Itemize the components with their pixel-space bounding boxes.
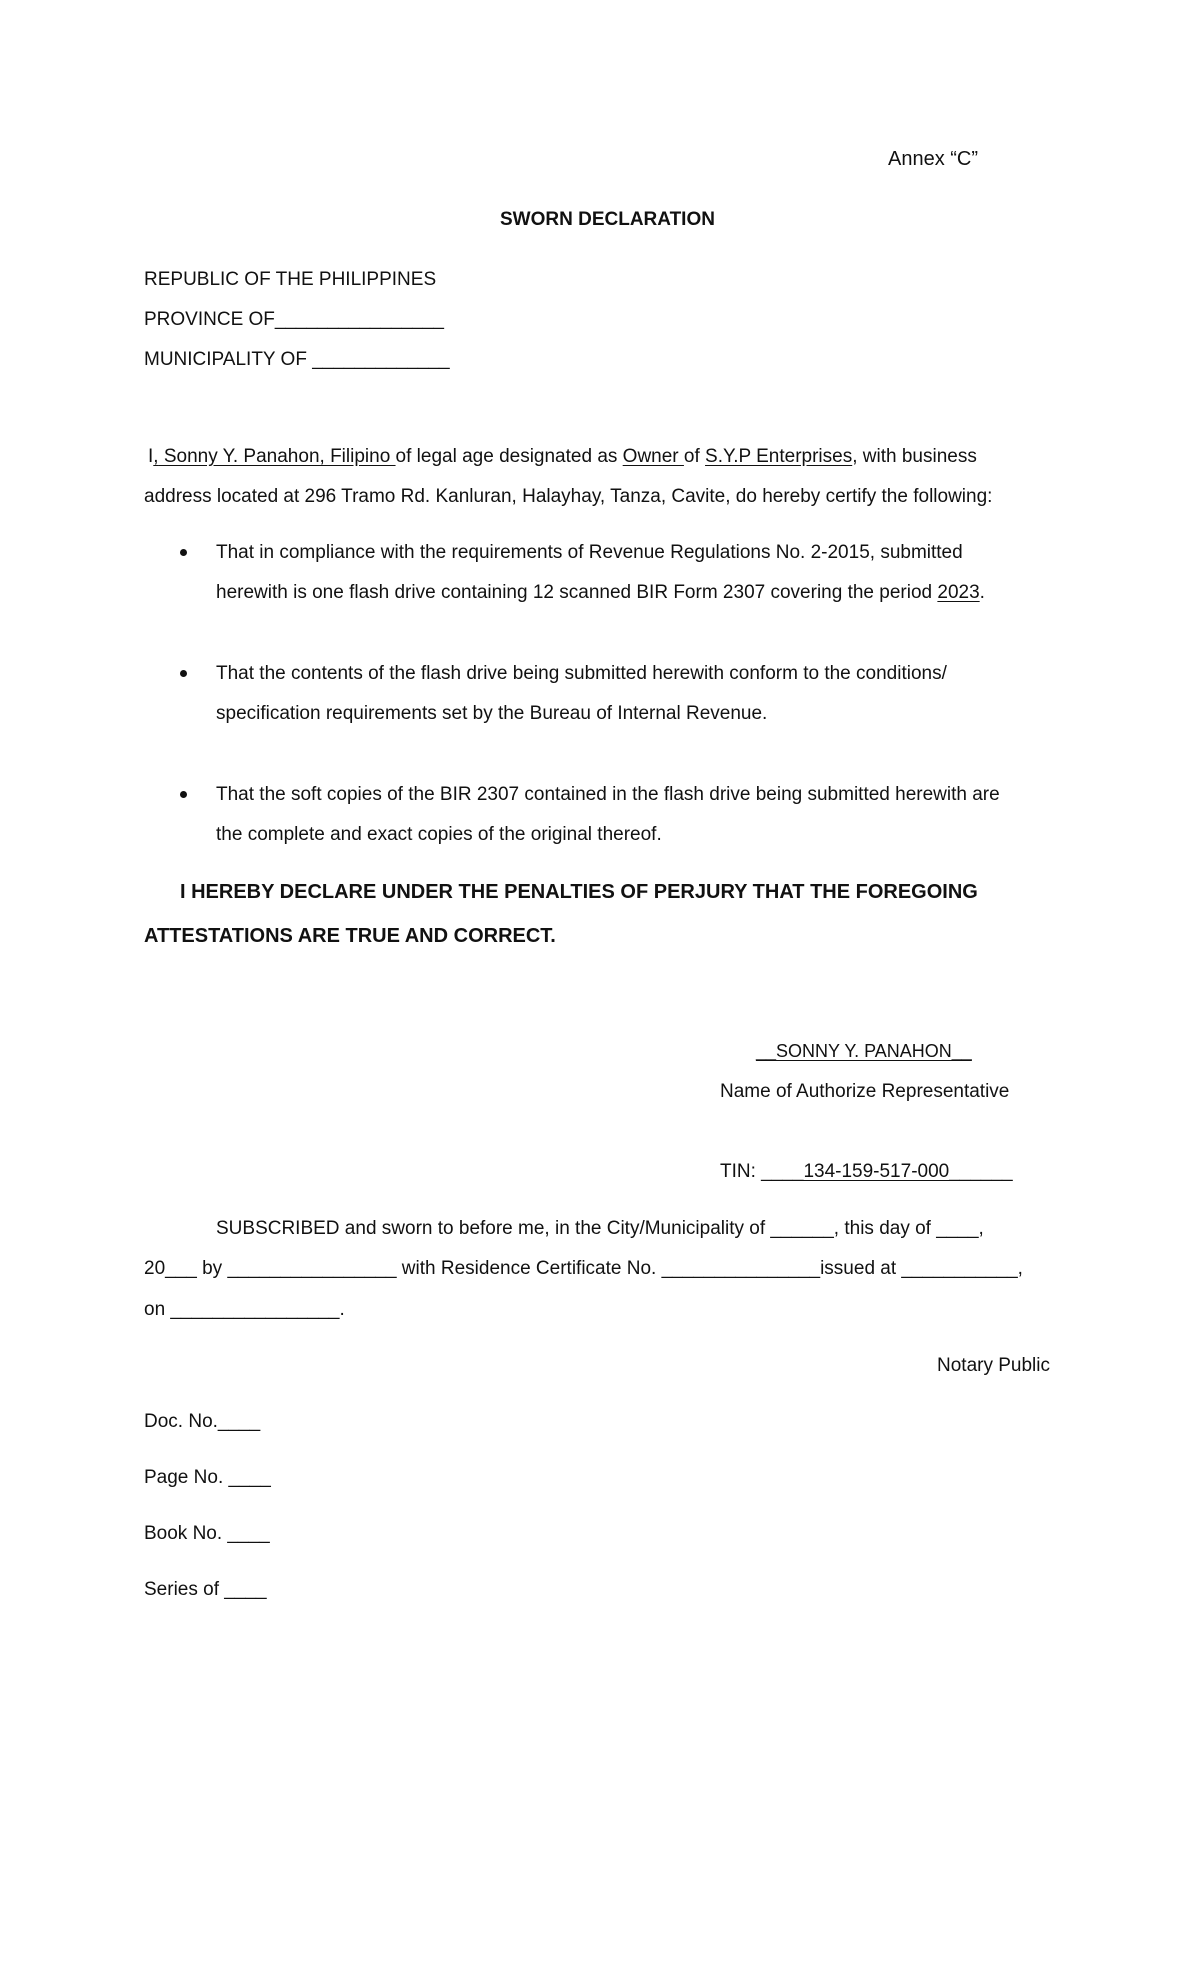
company-name: S.Y.P Enterprises	[705, 446, 853, 467]
annex-label: Annex “C”	[888, 148, 979, 170]
intro-comma: ,	[153, 446, 159, 467]
tin-label: TIN:	[720, 1161, 762, 1182]
jurat-line-3: on ________________.	[144, 1299, 345, 1320]
declarant-role: Owner	[622, 446, 684, 467]
document-title: SWORN DECLARATION	[500, 209, 715, 230]
declaration-line-1: I HEREBY DECLARE UNDER THE PENALTIES OF PERJURY THAT THE FOREGOING	[180, 881, 978, 903]
tin-value: ____134-159-517-000______	[761, 1161, 1013, 1182]
bullet-3-line-1: That the soft copies of the BIR 2307 contained in the flash drive being submitted herewith are	[216, 784, 1000, 805]
intro-pronoun: I	[148, 446, 154, 467]
bullet-dot	[180, 549, 187, 556]
intro-text: of legal age designated as	[395, 446, 623, 467]
period-year: 2023	[937, 582, 980, 603]
bullet-2-line-1: That the contents of the flash drive being submitted herewith conform to the conditions/	[216, 663, 947, 684]
municipality-blank: _____________	[312, 349, 450, 370]
bullet-dot	[180, 791, 187, 798]
intro-text: of	[683, 446, 706, 467]
intro-line-1	[148, 447, 977, 466]
declaration-line-2: ATTESTATIONS ARE TRUE AND CORRECT.	[144, 925, 556, 947]
province-label: PROVINCE OF	[144, 309, 275, 330]
bullet-1-line-1: That in compliance with the requirements of Revenue Regulations No. 2-2015, submitted	[216, 542, 963, 563]
bullet-3-line-2: the complete and exact copies of the original thereof.	[216, 824, 662, 845]
page-number: Page No. ____	[144, 1467, 271, 1488]
doc-number: Doc. No.____	[144, 1411, 261, 1432]
province-line	[144, 310, 444, 329]
municipality-line	[144, 350, 450, 369]
province-blank: ________________	[274, 309, 444, 330]
municipality-label: MUNICIPALITY OF	[144, 349, 313, 370]
signatory-name: __SONNY Y. PANAHON__	[756, 1041, 972, 1061]
declarant-name: Sonny Y. Panahon, Filipino	[158, 446, 396, 467]
jurat-line-1: SUBSCRIBED and sworn to before me, in the City/Municipality of ______, this day of ____,	[216, 1218, 984, 1239]
series-of: Series of ____	[144, 1579, 267, 1600]
signatory-caption: Name of Authorize Representative	[720, 1081, 1010, 1102]
book-number: Book No. ____	[144, 1523, 270, 1544]
notary-label: Notary Public	[937, 1355, 1050, 1376]
intro-text: , with business	[852, 446, 977, 467]
jurat-line-2: 20___ by ________________ with Residence Certificate No. _______________issued at ___________,	[144, 1258, 1023, 1279]
tin-line	[720, 1162, 1013, 1181]
bullet-dot	[180, 670, 187, 677]
intro-line-2: address located at 296 Tramo Rd. Kanluran, Halayhay, Tanza, Cavite, do hereby certify the following:	[144, 486, 993, 507]
republic-line: REPUBLIC OF THE PHILIPPINES	[144, 269, 437, 290]
bullet-text: herewith is one flash drive containing 12 scanned BIR Form 2307 covering the period	[216, 582, 938, 603]
bullet-2-line-2: specification requirements set by the Bureau of Internal Revenue.	[216, 703, 768, 724]
bullet-text: .	[979, 582, 985, 603]
bullet-1-line-2	[216, 583, 985, 602]
